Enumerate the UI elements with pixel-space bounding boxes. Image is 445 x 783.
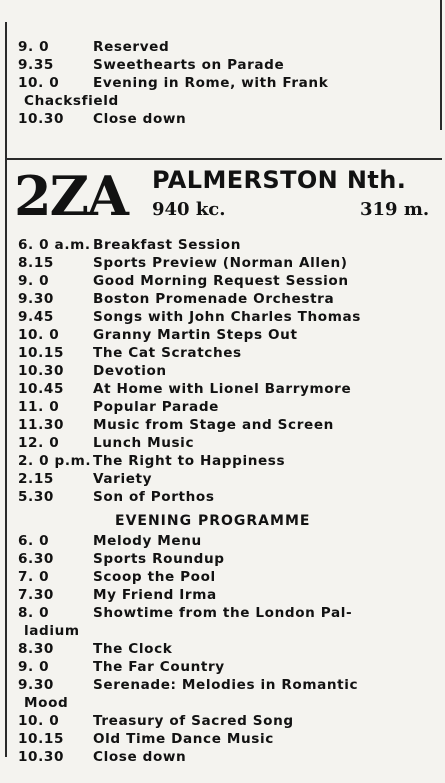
listing-item: 7. 0 Scoop the Pool <box>18 569 216 585</box>
listing-item: 8.30 The Clock <box>18 641 173 657</box>
listing-item: 10. 0 Evening in Rome, with Frank <box>18 75 329 91</box>
listing-item: 2.15 Variety <box>18 471 153 487</box>
listing-item: 9. 0 Good Morning Request Session <box>18 273 349 289</box>
listing-item: 11. 0 Popular Parade <box>18 399 219 415</box>
listing-item-continuation: Mood <box>24 695 69 711</box>
listing-item-continuation: Chacksfield <box>24 93 119 109</box>
listing-item: 10.30 Close down <box>18 111 187 127</box>
left-column-rule <box>5 22 7 757</box>
listing-item: 2. 0 p.m. The Right to Happiness <box>18 453 286 469</box>
listing-item: 9.45 Songs with John Charles Thomas <box>18 309 361 325</box>
listing-item: 6.30 Sports Roundup <box>18 551 225 567</box>
listing-item: 12. 0 Lunch Music <box>18 435 195 451</box>
right-column-rule <box>440 0 442 130</box>
listing-item: 8. 0 Showtime from the London Pal- <box>18 605 353 621</box>
listing-item: 9.30 Boston Promenade Orchestra <box>18 291 335 307</box>
station-call-sign: 2ZA <box>14 164 127 228</box>
station-frequency: 940 kc. <box>152 199 226 220</box>
listing-item: 8.15 Sports Preview (Norman Allen) <box>18 255 348 271</box>
listing-item: 10.30 Devotion <box>18 363 167 379</box>
listing-item: 9. 0 Reserved <box>18 39 170 55</box>
listing-item: 10. 0 Treasury of Sacred Song <box>18 713 294 729</box>
listing-item: 6. 0 a.m. Breakfast Session <box>18 237 241 253</box>
listing-item: 10.30 Close down <box>18 749 187 765</box>
listing-item: 10. 0 Granny Martin Steps Out <box>18 327 298 343</box>
listing-item: 9.30 Serenade: Melodies in Romantic <box>18 677 359 693</box>
section-divider-rule <box>5 158 442 160</box>
listing-item: 7.30 My Friend Irma <box>18 587 217 603</box>
station-wavelength: 319 m. <box>360 199 430 220</box>
listing-item: 5.30 Son of Porthos <box>18 489 215 505</box>
listing-item: 9. 0 The Far Country <box>18 659 225 675</box>
listing-item: 11.30 Music from Stage and Screen <box>18 417 334 433</box>
listing-item: 9.35 Sweethearts on Parade <box>18 57 285 73</box>
listing-item: 10.45 At Home with Lionel Barrymore <box>18 381 352 397</box>
listing-item: 10.15 The Cat Scratches <box>18 345 242 361</box>
evening-programme-heading: EVENING PROGRAMME <box>115 513 311 529</box>
listing-item: 6. 0 Melody Menu <box>18 533 202 549</box>
listing-item-continuation: ladium <box>24 623 80 639</box>
station-city: PALMERSTON Nth. <box>152 166 407 194</box>
listing-item: 10.15 Old Time Dance Music <box>18 731 274 747</box>
